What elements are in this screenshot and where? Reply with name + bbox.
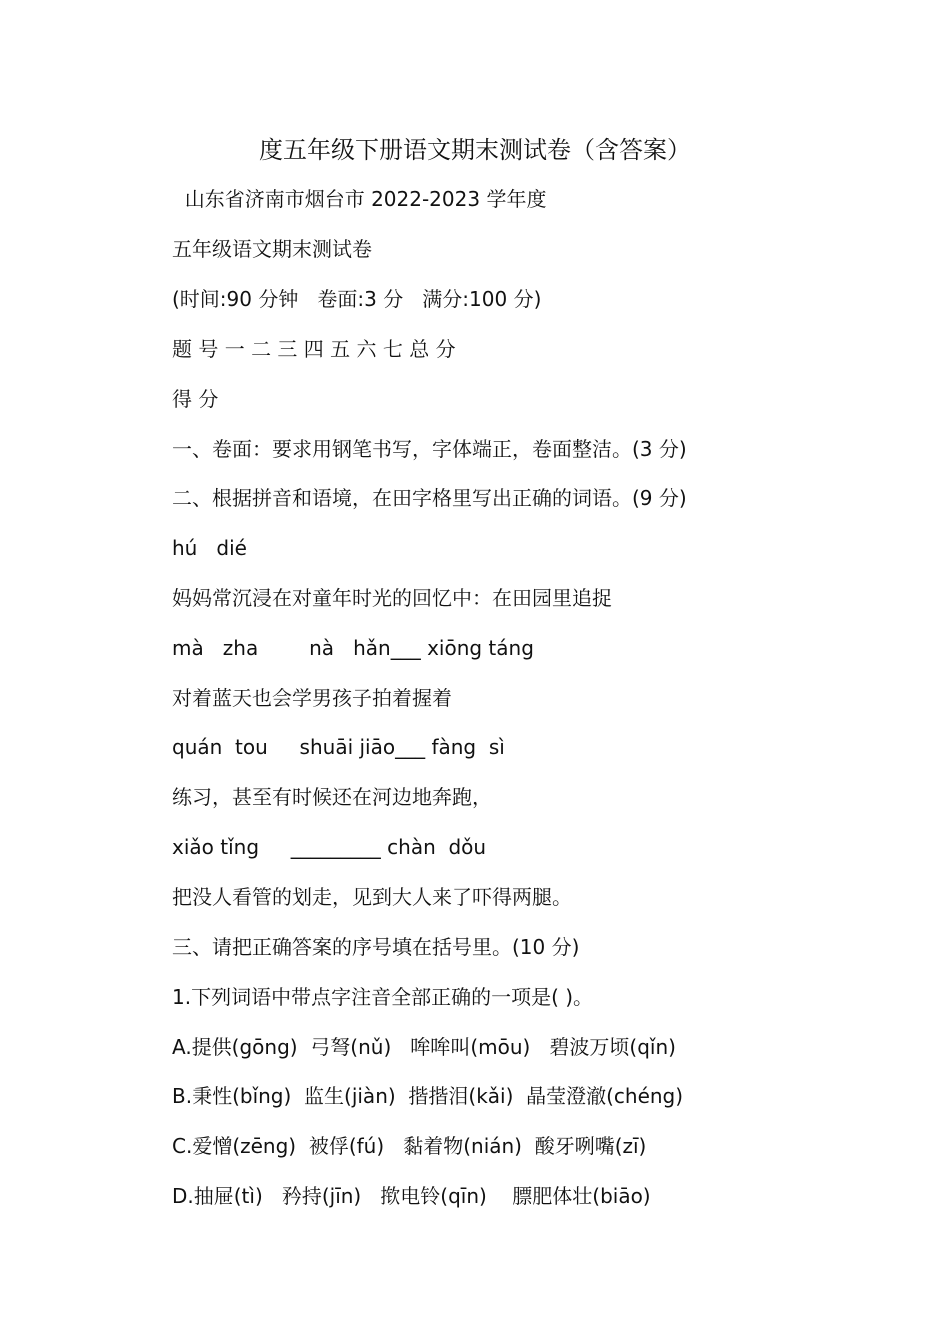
pinyin-line-2: mà zha nà hǎn___ xiōng táng <box>172 636 534 660</box>
pinyin-line-4: xiǎo tǐng _________ chàn dǒu <box>172 835 487 859</box>
option-d: D.抽屉(tì) 矜持(jīn) 揿电铃(qīn) 膘肥体壮(biāo) <box>172 1184 651 1208</box>
text-line-3: 练习，甚至有时候还在河边地奔跑， <box>172 785 492 809</box>
text-line-1: 妈妈常沉浸在对童年时光的回忆中：在田园里追捉 <box>172 586 612 610</box>
score-table-header: 题 号 一 二 三 四 五 六 七 总 分 <box>172 337 456 361</box>
section-2-heading: 二、根据拼音和语境，在田字格里写出正确的词语。(9 分) <box>172 486 687 510</box>
pinyin-line-1: hú dié <box>172 536 247 560</box>
score-table-row: 得 分 <box>172 387 219 411</box>
school-line: 山东省济南市烟台市 2022-2023 学年度 <box>172 187 547 211</box>
option-b: B.秉性(bǐng) 监生(jiàn) 揩揩泪(kǎi) 晶莹澄澈(chéng) <box>172 1084 684 1108</box>
document-title: 度五年级下册语文期末测试卷（含答案） <box>259 136 691 164</box>
text-line-4: 把没人看管的划走，见到大人来了吓得两腿。 <box>172 885 572 909</box>
option-a: A.提供(gōng) 弓弩(nǔ) 哞哞叫(mōu) 碧波万顷(qǐn) <box>172 1035 676 1059</box>
exam-info-line: (时间:90 分钟 卷面:3 分 满分:100 分) <box>172 287 542 311</box>
exam-name-line: 五年级语文期末测试卷 <box>172 237 372 261</box>
question-1: 1.下列词语中带点字注音全部正确的一项是( )。 <box>172 985 594 1009</box>
text-line-2: 对着蓝天也会学男孩子拍着握着 <box>172 686 452 710</box>
section-1-heading: 一、卷面：要求用钢笔书写，字体端正，卷面整洁。(3 分) <box>172 437 687 461</box>
section-3-heading: 三、请把正确答案的序号填在括号里。(10 分) <box>172 935 580 959</box>
option-c: C.爱憎(zēng) 被俘(fú) 黏着物(nián) 酸牙咧嘴(zī) <box>172 1134 647 1158</box>
pinyin-line-3: quán tou shuāi jiāo___ fàng sì <box>172 735 505 759</box>
